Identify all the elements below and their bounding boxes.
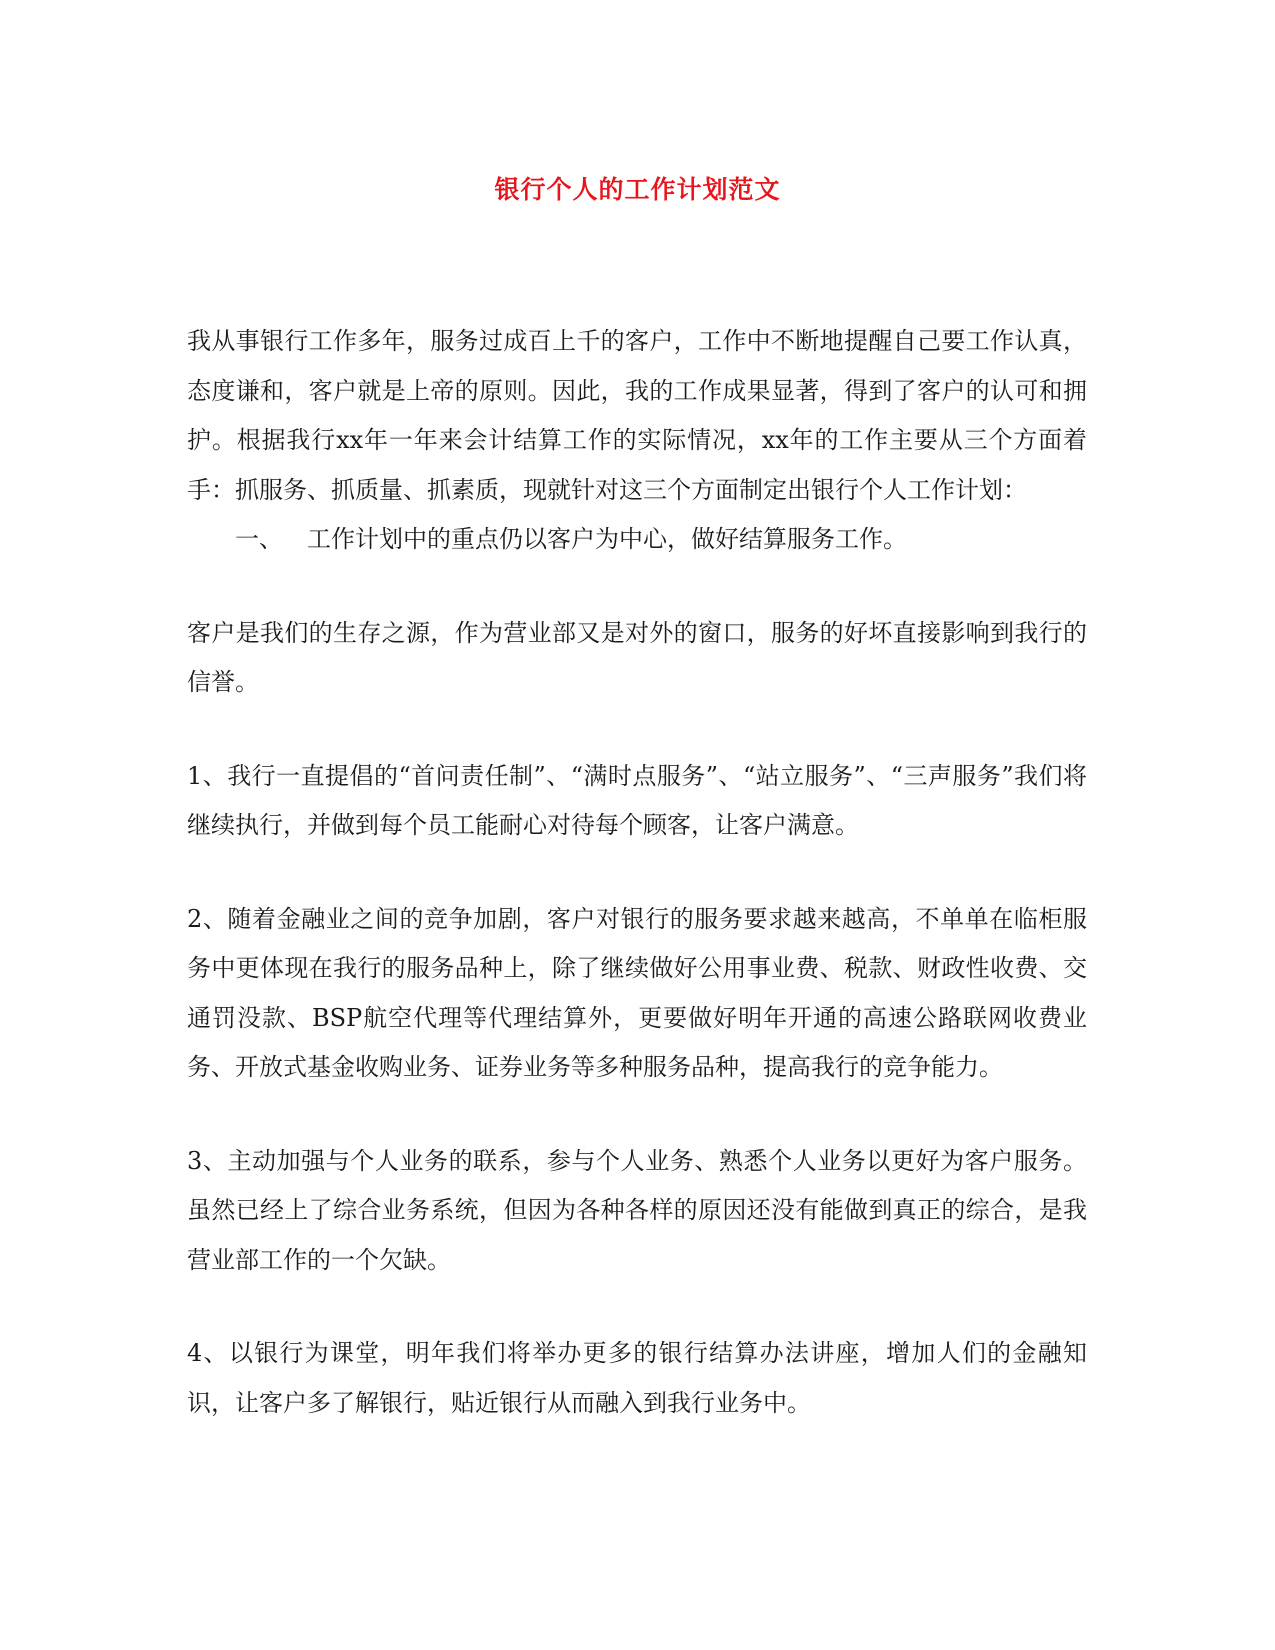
document-body [187, 317, 1087, 1428]
section-heading [187, 515, 1087, 565]
list-item: 1、我行一直提倡的“首问责任制”、“满时点服务”、“站立服务”、“三声服务”我们将继续执行，并做到每个员工能耐心对待每个顾客，让客户满意。 [187, 761, 1087, 839]
section-number: 一、 [235, 525, 283, 553]
intro-paragraph: 我从事银行工作多年，服务过成百上千的客户，工作中不断地提醒自己要工作认真，态度谦和，客户就是上帝的原则。因此，我的工作成果显著，得到了客户的认可和拥护。根据我行xx年一年来会计结算工作的实际情况，xx年的工作主要从三个方面着手：抓服务、抓质量、抓素质，现就针对这三个方面制定出银行个人工作计划： [187, 327, 1087, 504]
list-item: 3、主动加强与个人业务的联系，参与个人业务、熟悉个人业务以更好为客户服务。虽然已经上了综合业务系统，但因为各种各样的原因还没有能做到真正的综合，是我营业部工作的一个欠缺。 [187, 1146, 1087, 1274]
section-heading-text: 工作计划中的重点仍以客户为中心，做好结算服务工作。 [307, 525, 907, 553]
document-title: 银行个人的工作计划范文 [494, 175, 781, 204]
list-item: 4、以银行为课堂，明年我们将举办更多的银行结算办法讲座，增加人们的金融知识，让客户多了解银行，贴近银行从而融入到我行业务中。 [187, 1339, 1087, 1417]
customer-paragraph: 客户是我们的生存之源，作为营业部又是对外的窗口，服务的好坏直接影响到我行的信誉。 [187, 618, 1087, 696]
list-item: 2、随着金融业之间的竞争加剧，客户对银行的服务要求越来越高，不单单在临柜服务中更体现在我行的服务品种上，除了继续做好公用事业费、税款、财政性收费、交通罚没款、BSP航空代理等代理结算外，更要做好明年开通的高速公路联网收费业务、开放式基金收购业务、证券业务等多种服务品种，提高我行的竞争能力。 [187, 904, 1087, 1081]
